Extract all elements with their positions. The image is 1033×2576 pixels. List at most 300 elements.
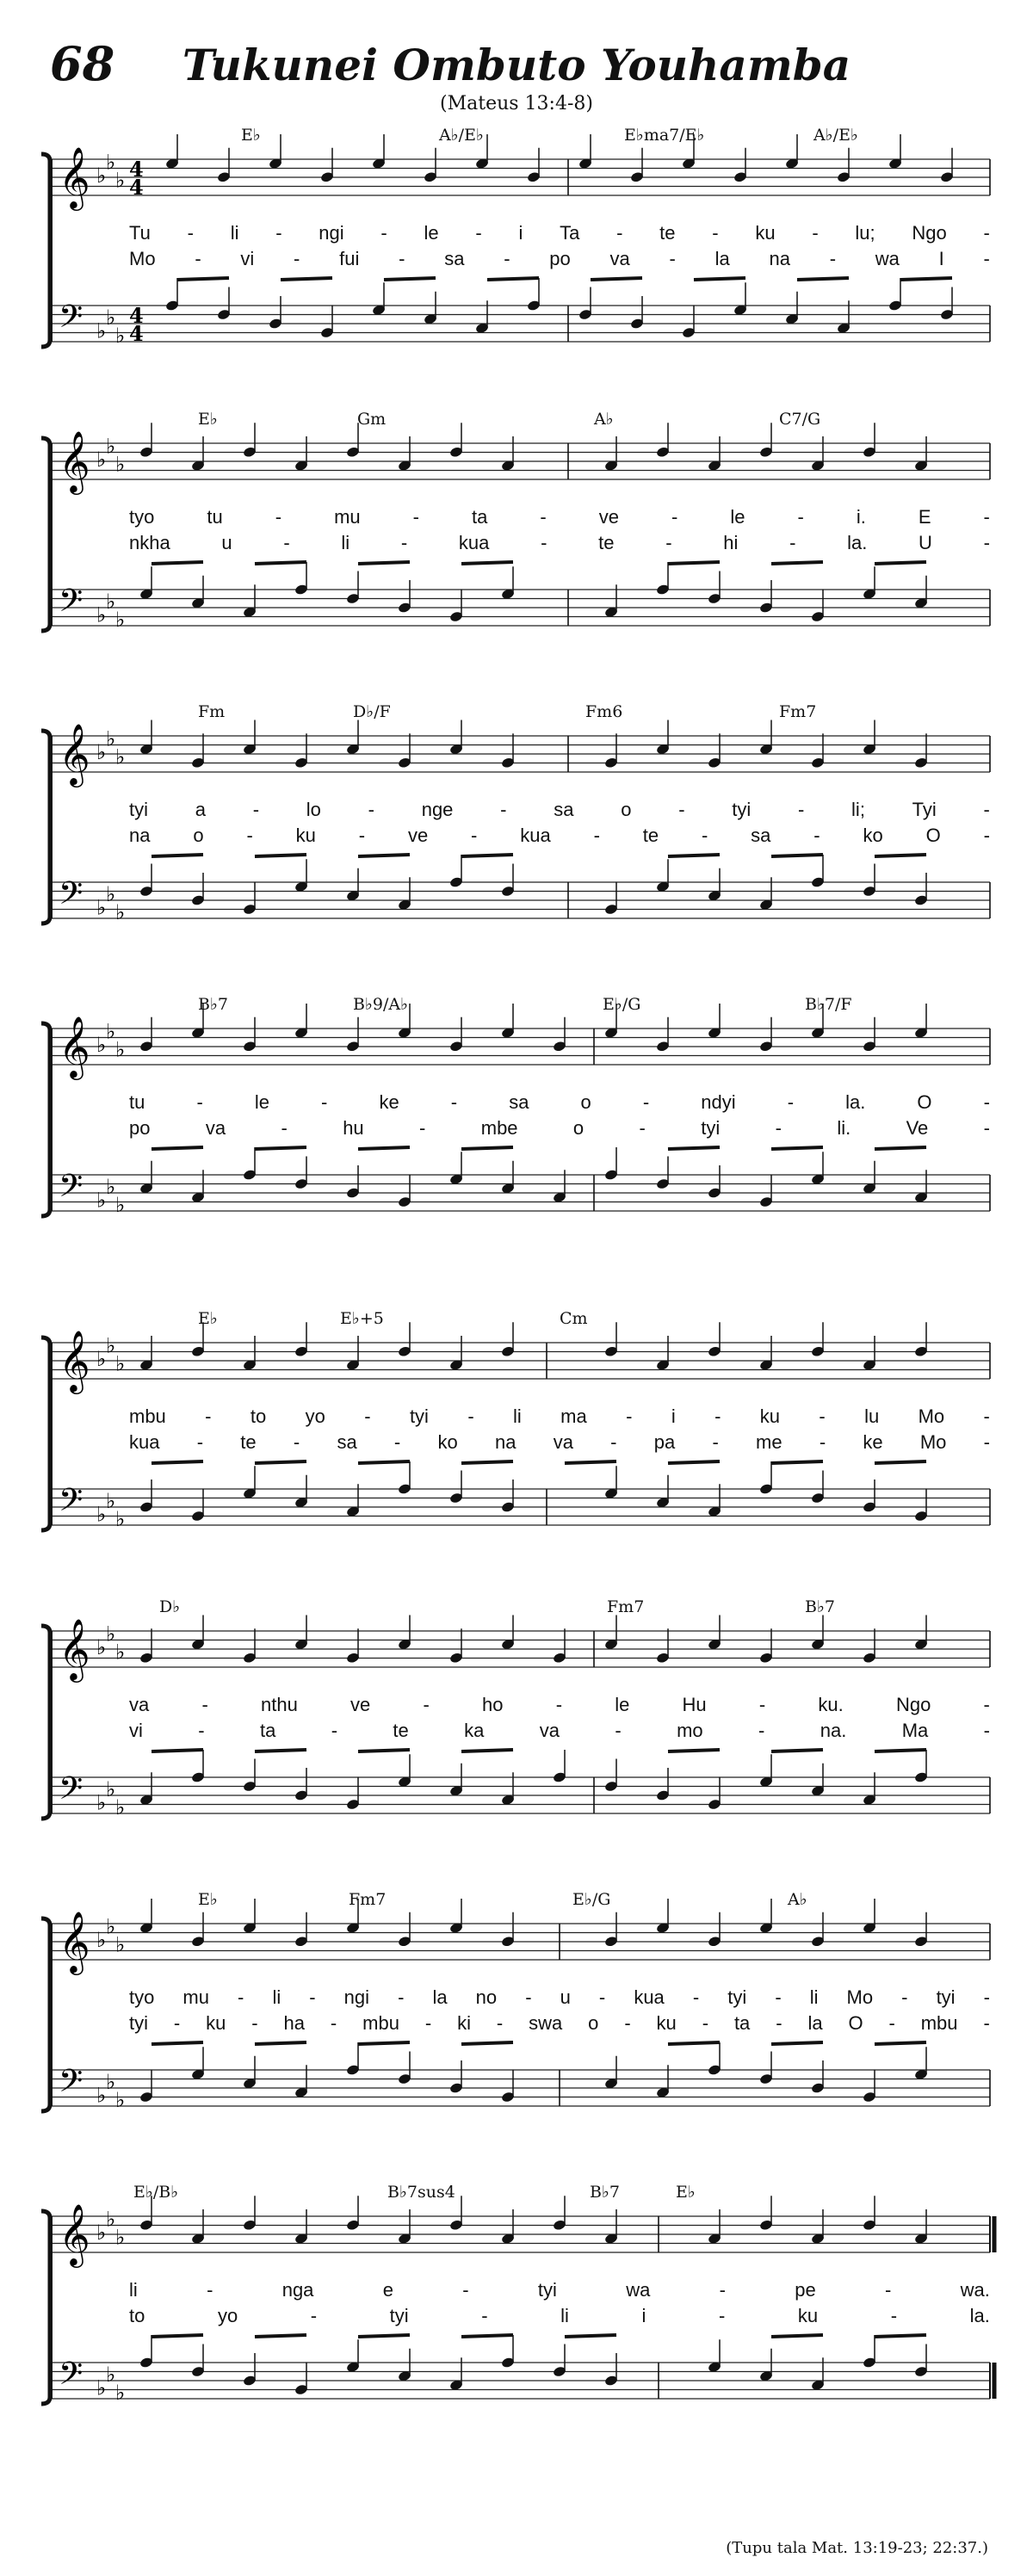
key-flat-icon: ♭: [115, 1795, 126, 1819]
lyric-syllable: ta: [733, 2012, 751, 2034]
lyric-syllable: kua: [458, 532, 490, 553]
lyric-syllable: te: [659, 222, 676, 244]
key-flat-icon: ♭: [106, 726, 116, 751]
lyric-syllable: ho: [482, 1694, 504, 1715]
bass-clef-icon: 𝄢: [59, 2063, 84, 2107]
lyric-syllable: sa: [337, 1431, 357, 1453]
lyric-syllable: mbu: [129, 1405, 166, 1427]
lyric-syllable: -: [812, 222, 819, 244]
music-system: [0, 702, 1033, 964]
music-system: [0, 1309, 1033, 1571]
lyric-line-verse2: [129, 532, 990, 554]
lyric-line-verse2: [129, 248, 990, 270]
lyric-syllable: -: [712, 222, 719, 244]
lyric-syllable: -: [500, 799, 507, 820]
lyric-syllable: pe: [795, 2279, 816, 2301]
lyric-syllable: -: [775, 1986, 782, 2008]
key-flat-icon: ♭: [96, 2375, 107, 2400]
key-flat-icon: ♭: [96, 602, 107, 627]
lyric-syllable: -: [462, 2279, 469, 2301]
lyric-syllable: ko: [437, 1431, 458, 1453]
lyric-syllable: Ve: [906, 1117, 929, 1139]
key-flat-icon: ♭: [115, 1192, 126, 1217]
lyric-syllable: tyo: [129, 506, 155, 528]
lyric-syllable: -: [467, 1405, 474, 1427]
lyric-syllable: li;: [851, 799, 865, 820]
lyric-syllable: -: [702, 2012, 709, 2034]
lyric-syllable: no: [475, 1986, 498, 2008]
lyric-syllable: te: [240, 1431, 257, 1453]
lyric-line-verse1: [129, 1694, 990, 1716]
key-flat-icon: ♭: [115, 2225, 126, 2250]
lyric-syllable: -: [400, 532, 408, 553]
lyric-syllable: -: [196, 1431, 204, 1453]
lyric-syllable: -: [789, 532, 796, 553]
lyric-syllable: -: [555, 1694, 563, 1715]
lyric-syllable: ngi: [319, 222, 344, 244]
lyric-syllable: -: [525, 1986, 532, 2008]
lyric-syllable: -: [819, 1431, 826, 1453]
chord-symbol: E♭/G: [572, 1890, 611, 1909]
key-flat-icon: ♭: [115, 323, 126, 348]
lyric-syllable: ku: [755, 222, 776, 244]
lyric-syllable: -: [692, 1986, 700, 2008]
lyric-syllable: la: [432, 1986, 448, 2008]
chord-symbol: A♭: [594, 410, 614, 429]
lyric-syllable: vi: [240, 248, 255, 269]
chord-symbol: E♭: [198, 1890, 218, 1909]
key-flat-icon: ♭: [96, 1033, 107, 1057]
lyric-syllable: -: [775, 1117, 782, 1139]
lyric-syllable: yo: [305, 1405, 325, 1427]
lyric-syllable: yo: [217, 2305, 238, 2326]
lyric-line-verse2: [129, 1117, 990, 1140]
lyric-syllable: tyo: [129, 1986, 155, 2008]
lyric-syllable: -: [540, 506, 547, 528]
lyric-syllable: ko: [863, 825, 883, 846]
lyric-syllable: na: [129, 825, 151, 846]
lyric-syllable: na: [494, 1431, 516, 1453]
chord-symbol: B♭7/F: [805, 995, 852, 1014]
chord-symbol: A♭: [788, 1890, 807, 1909]
lyric-syllable: hi: [723, 532, 739, 553]
lyric-syllable: to: [250, 1405, 267, 1427]
chord-symbol: E♭/G: [603, 995, 641, 1014]
lyric-syllable: mbu: [362, 2012, 399, 2034]
lyric-syllable: -: [398, 1986, 405, 2008]
key-flat-icon: ♭: [96, 1635, 107, 1659]
lyric-line-verse2: [129, 825, 990, 847]
lyric-line-verse2: [129, 2305, 990, 2327]
lyric-syllable: mbu: [920, 2012, 958, 2034]
lyric-syllable: kua: [129, 1431, 160, 1453]
lyric-syllable: mbe: [480, 1117, 518, 1139]
chord-symbol: B♭7: [198, 995, 229, 1014]
key-flat-icon: ♭: [106, 2362, 116, 2387]
lyric-syllable: va: [205, 1117, 226, 1139]
lyric-syllable: u: [560, 1986, 571, 2008]
lyric-syllable: -: [173, 2012, 181, 2034]
key-flat-icon: ♭: [106, 1776, 116, 1801]
lyric-syllable: tyi: [936, 1986, 956, 2008]
lyric-syllable: ha: [283, 2012, 306, 2034]
treble-clef-icon: 𝄞: [59, 1617, 90, 1680]
lyric-syllable: la.: [847, 532, 868, 553]
chord-symbol: Cm: [560, 1309, 588, 1328]
lyric-syllable: sa: [751, 825, 771, 846]
lyric-syllable: i: [641, 2305, 646, 2326]
lyric-syllable: -: [718, 2305, 726, 2326]
lyric-syllable: tyi: [732, 799, 752, 820]
lyric-syllable: hu: [343, 1117, 364, 1139]
lyric-syllable: wa.: [960, 2279, 990, 2301]
key-flat-icon: ♭: [106, 305, 116, 330]
chord-symbol: Fm7: [349, 1890, 387, 1909]
lyric-syllable: Mo: [129, 248, 156, 269]
lyric-syllable: -: [205, 1405, 212, 1427]
lyric-syllable: tyi: [701, 1117, 721, 1139]
lyric-syllable: -: [364, 1405, 371, 1427]
lyric-syllable: -: [471, 825, 478, 846]
key-flat-icon: ♭: [106, 150, 116, 175]
lyric-line-verse1: [129, 1986, 990, 2009]
lyric-syllable: li: [560, 2305, 569, 2326]
lyric-syllable: va: [609, 248, 630, 269]
lyric-syllable: lu: [864, 1405, 880, 1427]
lyric-syllable: -: [983, 1694, 990, 1715]
time-signature-bass-top: 4: [129, 303, 144, 328]
lyric-syllable: ve: [598, 506, 619, 528]
key-flat-icon: ♭: [96, 1188, 107, 1213]
chord-symbol: D♭: [159, 1597, 181, 1616]
lyric-line-verse2: [129, 1431, 990, 1454]
lyric-line-verse1: [129, 799, 990, 821]
key-flat-icon: ♭: [115, 2087, 126, 2112]
lyric-syllable: -: [983, 532, 990, 553]
lyric-syllable: ma: [560, 1405, 587, 1427]
lyric-syllable: o: [193, 825, 204, 846]
lyric-syllable: tyi: [389, 2305, 409, 2326]
lyric-line-verse1: [129, 506, 990, 528]
lyric-syllable: le: [615, 1694, 630, 1715]
chord-symbol: C7/G: [779, 410, 821, 429]
treble-clef-icon: 𝄞: [59, 1910, 90, 1973]
lyric-syllable: swa: [529, 2012, 563, 2034]
chord-symbol: A♭/E♭: [439, 126, 484, 145]
lyric-syllable: ku: [656, 2012, 677, 2034]
lyric-line-verse1: [129, 222, 990, 244]
lyric-syllable: -: [616, 222, 623, 244]
scripture-reference: (Mateus 13:4-8): [440, 93, 593, 114]
lyric-syllable: ve: [350, 1694, 371, 1715]
lyric-syllable: wa: [626, 2279, 651, 2301]
chord-symbol: E♭+5: [340, 1309, 384, 1328]
lyric-syllable: fui: [339, 248, 360, 269]
lyric-syllable: -: [813, 825, 820, 846]
lyric-syllable: sa: [509, 1091, 529, 1113]
lyric-syllable: -: [475, 222, 482, 244]
lyric-syllable: to: [129, 2305, 145, 2326]
music-system: [0, 995, 1033, 1257]
lyric-syllable: -: [321, 1091, 328, 1113]
lyric-syllable: nkha: [129, 532, 170, 553]
lyric-syllable: -: [797, 799, 805, 820]
key-flat-icon: ♭: [115, 1037, 126, 1062]
lyric-syllable: -: [275, 506, 282, 528]
lyric-syllable: i.: [856, 506, 866, 528]
chord-symbol: E♭: [198, 410, 218, 429]
lyric-syllable: -: [275, 222, 282, 244]
lyric-syllable: -: [309, 1986, 316, 2008]
key-flat-icon: ♭: [96, 1502, 107, 1527]
lyric-syllable: -: [187, 222, 194, 244]
bass-clef-icon: 𝄢: [59, 1770, 84, 1814]
lyric-syllable: ke: [379, 1091, 399, 1113]
lyric-syllable: -: [701, 825, 708, 846]
lyric-syllable: -: [412, 506, 419, 528]
lyric-line-verse1: [129, 2279, 990, 2301]
lyric-syllable: -: [669, 248, 676, 269]
page-number: 68: [50, 36, 115, 91]
lyric-syllable: -: [368, 799, 374, 820]
music-system: [0, 126, 1033, 387]
chord-symbol: B♭7sus4: [387, 2183, 455, 2202]
lyric-syllable: -: [246, 825, 253, 846]
chord-symbol: Fm7: [607, 1597, 645, 1616]
lyric-syllable: U: [919, 532, 932, 553]
music-system: [0, 1890, 1033, 2152]
lyric-syllable: tyi: [129, 799, 148, 820]
lyric-syllable: po: [129, 1117, 151, 1139]
lyric-syllable: lu;: [855, 222, 875, 244]
music-system: [0, 410, 1033, 671]
lyric-syllable: -: [776, 2012, 782, 2034]
lyric-syllable: tyi: [129, 2012, 148, 2034]
lyric-syllable: ku.: [818, 1694, 844, 1715]
lyric-syllable: -: [251, 2012, 258, 2034]
lyric-syllable: Ta: [560, 222, 580, 244]
lyric-syllable: -: [983, 1117, 990, 1139]
lyric-syllable: le: [424, 222, 439, 244]
lyric-syllable: a: [195, 799, 206, 820]
lyric-syllable: -: [983, 248, 990, 269]
lyric-syllable: -: [983, 1720, 990, 1741]
key-flat-icon: ♭: [106, 1019, 116, 1044]
lyric-syllable: u: [221, 532, 232, 553]
lyric-syllable: la: [807, 2012, 823, 2034]
key-flat-icon: ♭: [106, 589, 116, 614]
lyric-syllable: li.: [837, 1117, 851, 1139]
lyric-syllable: -: [712, 1431, 719, 1453]
lyric-syllable: -: [665, 532, 672, 553]
treble-clef-icon: 𝄞: [59, 145, 90, 208]
lyric-syllable: te: [642, 825, 659, 846]
chord-symbol: Gm: [357, 410, 387, 429]
key-flat-icon: ♭: [115, 744, 126, 769]
lyric-syllable: mo: [677, 1720, 703, 1741]
key-flat-icon: ♭: [96, 2221, 107, 2245]
key-flat-icon: ♭: [115, 1640, 126, 1665]
lyric-syllable: tyi: [727, 1986, 747, 2008]
lyric-syllable: pa: [653, 1431, 676, 1453]
lyric-syllable: -: [639, 1117, 646, 1139]
lyric-syllable: -: [983, 506, 990, 528]
lyric-syllable: le: [730, 506, 745, 528]
key-flat-icon: ♭: [96, 164, 107, 188]
lyric-syllable: -: [787, 1091, 795, 1113]
time-signature-bass-bottom: 4: [129, 321, 144, 346]
key-flat-icon: ♭: [96, 2083, 107, 2108]
lyric-syllable: -: [890, 2305, 898, 2326]
lyric-syllable: -: [598, 1986, 606, 2008]
treble-clef-icon: 𝄞: [59, 429, 90, 492]
lyric-syllable: E: [918, 506, 931, 528]
bass-clef-icon: 𝄢: [59, 299, 84, 343]
lyric-syllable: -: [330, 2012, 337, 2034]
key-flat-icon: ♭: [106, 1488, 116, 1513]
lyric-syllable: -: [983, 222, 990, 244]
lyric-syllable: -: [719, 2279, 726, 2301]
lyric-syllable: le: [254, 1091, 269, 1113]
lyric-syllable: ta: [259, 1720, 276, 1741]
lyric-syllable: -: [423, 1694, 430, 1715]
lyric-syllable: -: [901, 1986, 908, 2008]
lyric-syllable: -: [642, 1091, 650, 1113]
lyric-syllable: ku: [797, 2305, 819, 2326]
key-flat-icon: ♭: [115, 607, 126, 632]
lyric-syllable: tu: [129, 1091, 145, 1113]
treble-clef-icon: 𝄞: [59, 722, 90, 785]
lyric-syllable: Ngo: [912, 222, 947, 244]
lyric-syllable: -: [983, 1091, 990, 1113]
bass-clef-icon: 𝄢: [59, 1482, 84, 1526]
lyric-syllable: li: [272, 1986, 281, 2008]
lyric-syllable: Mo: [846, 1986, 874, 2008]
bass-clef-icon: 𝄢: [59, 2356, 84, 2400]
chord-symbol: Fm6: [585, 702, 623, 721]
lyric-syllable: li: [230, 222, 239, 244]
chord-symbol: Fm: [198, 702, 226, 721]
lyric-syllable: ve: [407, 825, 429, 846]
lyric-line-verse2: [129, 1720, 990, 1742]
lyric-syllable: sa: [444, 248, 465, 269]
lyric-syllable: o: [580, 1091, 591, 1113]
lyric-syllable: Ngo: [895, 1694, 931, 1715]
lyric-syllable: va: [553, 1431, 573, 1453]
lyric-line-verse1: [129, 1405, 990, 1428]
lyric-line-verse2: [129, 2012, 990, 2035]
lyric-syllable: -: [238, 1986, 244, 2008]
lyric-syllable: -: [358, 825, 366, 846]
key-flat-icon: ♭: [115, 452, 126, 477]
lyric-syllable: -: [983, 2012, 990, 2034]
lyric-syllable: tyi: [409, 1405, 429, 1427]
lyric-syllable: -: [758, 1694, 766, 1715]
lyric-syllable: wa: [875, 248, 900, 269]
lyric-syllable: -: [983, 825, 990, 846]
lyric-syllable: o: [588, 2012, 599, 2034]
lyric-syllable: ku: [295, 825, 316, 846]
music-system: [0, 1597, 1033, 1859]
music-system: [0, 2183, 1033, 2444]
key-flat-icon: ♭: [96, 448, 107, 472]
key-flat-icon: ♭: [106, 1174, 116, 1199]
lyric-syllable: -: [983, 1405, 990, 1427]
lyric-syllable: lo: [306, 799, 321, 820]
key-flat-icon: ♭: [115, 1932, 126, 1957]
key-flat-icon: ♭: [106, 2069, 116, 2094]
lyric-syllable: i: [671, 1405, 676, 1427]
lyric-syllable: -: [885, 2279, 892, 2301]
lyric-syllable: ki: [457, 2012, 471, 2034]
lyric-syllable: -: [294, 248, 300, 269]
lyric-syllable: -: [626, 1405, 633, 1427]
lyric-syllable: -: [293, 1431, 300, 1453]
lyric-syllable: -: [281, 1117, 288, 1139]
lyric-line-verse1: [129, 1091, 990, 1114]
key-flat-icon: ♭: [96, 318, 107, 343]
lyric-syllable: na.: [820, 1720, 847, 1741]
time-signature-treble-top: 4: [129, 157, 144, 182]
key-flat-icon: ♭: [106, 1914, 116, 1939]
lyric-syllable: -: [481, 2305, 488, 2326]
lyric-syllable: la.: [969, 2305, 990, 2326]
lyric-syllable: ndyi: [701, 1091, 736, 1113]
lyric-syllable: -: [252, 799, 260, 820]
bass-clef-icon: 𝄢: [59, 1168, 84, 1212]
lyric-syllable: -: [450, 1091, 458, 1113]
lyric-syllable: mu: [334, 506, 361, 528]
lyric-syllable: -: [399, 248, 405, 269]
lyric-syllable: Tyi: [912, 799, 937, 820]
lyric-syllable: -: [678, 799, 685, 820]
lyric-syllable: -: [888, 2012, 895, 2034]
lyric-syllable: o: [572, 1117, 585, 1139]
treble-clef-icon: 𝄞: [59, 1015, 90, 1078]
lyric-syllable: kua: [520, 825, 551, 846]
time-signature-treble-bottom: 4: [129, 175, 144, 200]
lyric-syllable: -: [983, 1986, 990, 2008]
lyric-syllable: Mo: [918, 1405, 945, 1427]
lyric-syllable: O: [925, 825, 941, 846]
lyric-syllable: la: [714, 248, 730, 269]
lyric-syllable: Hu: [682, 1694, 707, 1715]
lyric-syllable: vi: [129, 1720, 143, 1741]
lyric-syllable: I: [938, 248, 944, 269]
lyric-syllable: -: [593, 825, 600, 846]
lyric-syllable: -: [424, 2012, 432, 2034]
key-flat-icon: ♭: [106, 881, 116, 906]
chord-symbol: B♭9/A♭: [353, 995, 409, 1014]
lyric-syllable: -: [797, 506, 804, 528]
key-flat-icon: ♭: [96, 895, 107, 920]
lyric-syllable: me: [756, 1431, 782, 1453]
chord-symbol: E♭: [198, 1309, 218, 1328]
lyric-syllable: nge: [421, 799, 454, 820]
lyric-syllable: na: [769, 248, 790, 269]
chord-symbol: B♭7: [590, 2183, 621, 2202]
key-flat-icon: ♭: [106, 1622, 116, 1646]
lyric-syllable: va: [539, 1720, 560, 1741]
lyric-syllable: li: [341, 532, 350, 553]
lyric-syllable: ngi: [343, 1986, 370, 2008]
lyric-syllable: o: [621, 799, 632, 820]
lyric-syllable: -: [283, 532, 290, 553]
key-flat-icon: ♭: [115, 1506, 126, 1531]
key-flat-icon: ♭: [115, 899, 126, 924]
lyric-syllable: -: [714, 1405, 721, 1427]
lyric-syllable: mu: [182, 1986, 209, 2008]
